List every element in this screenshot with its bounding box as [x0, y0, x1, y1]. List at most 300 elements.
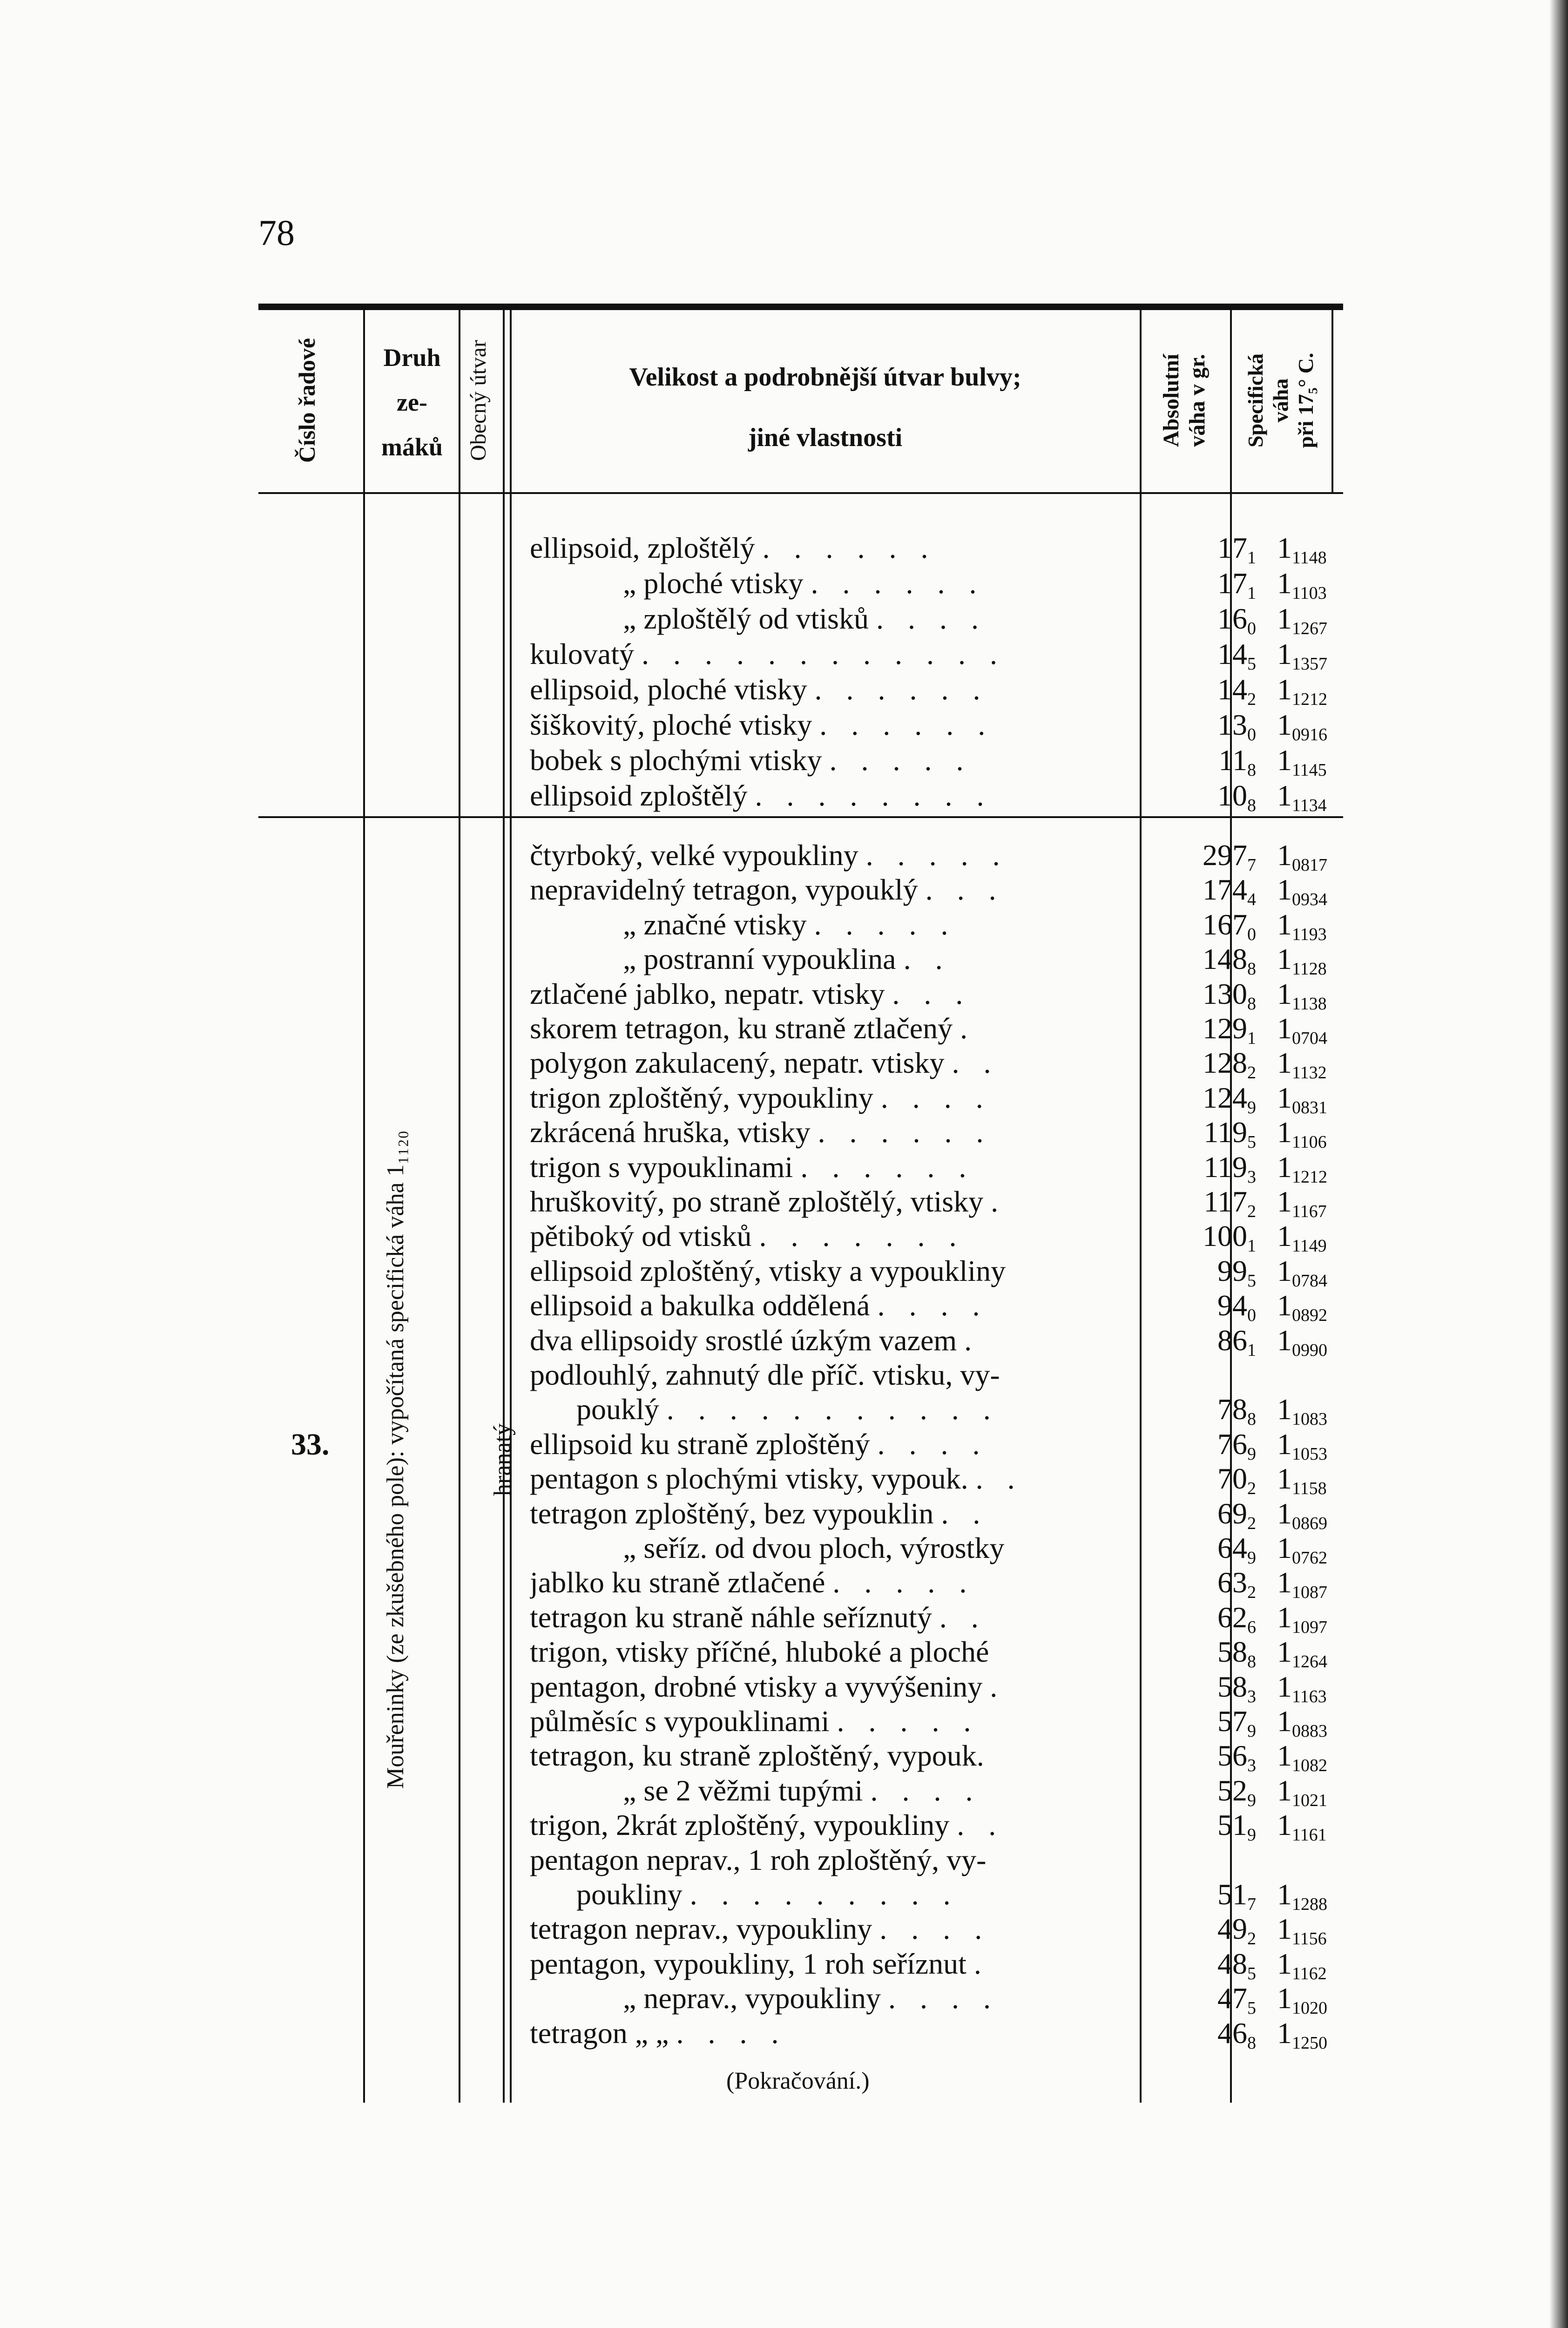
row-spec-weight [1249, 2016, 1417, 2051]
abs-weight-main: 70 [1217, 1462, 1247, 1496]
abs-weight-decimal: 1 [1247, 1029, 1256, 1048]
abs-weight-decimal: 0 [1247, 1306, 1256, 1326]
abs-weight-main: 46 [1217, 2016, 1247, 2050]
row-description [530, 1947, 1130, 1981]
row-spec-weight [1249, 1184, 1417, 1219]
abs-weight-decimal: 5 [1247, 1132, 1256, 1152]
row-abs-weight [1142, 1115, 1256, 1150]
abs-weight-decimal: 9 [1247, 1548, 1256, 1568]
row-abs-weight [1142, 531, 1256, 568]
row-description-text: trigon, 2krát zploštěný, vypoukliny [530, 1808, 950, 1842]
abs-weight-main: 128 [1203, 1046, 1247, 1080]
abs-weight-decimal: 2 [1247, 1929, 1256, 1949]
abs-weight-decimal: 2 [1247, 690, 1256, 709]
spec-weight-main: 1 [1277, 567, 1292, 600]
spec-weight-main: 1 [1277, 602, 1292, 635]
row-description [530, 1392, 1177, 1427]
row-description-text: trigon, vtisky příčné, hluboké a ploché [530, 1635, 989, 1669]
row-spec-weight [1249, 1981, 1417, 2016]
row-description [530, 1704, 1130, 1739]
abs-weight-main: 17 [1217, 567, 1247, 600]
row-abs-weight [1142, 1496, 1256, 1531]
row-leader-dots: . . . . . [832, 1566, 975, 1599]
group-divider-rule [258, 816, 1343, 818]
row-abs-weight [1142, 1773, 1256, 1808]
header-form: Obecný útvar [466, 340, 491, 461]
spec-weight-main: 1 [1277, 1012, 1292, 1045]
spec-weight-main: 1 [1277, 779, 1292, 812]
abs-weight-decimal: 8 [1247, 1409, 1256, 1429]
row-spec-weight [1249, 1704, 1417, 1739]
row-description [530, 1254, 1130, 1288]
row-abs-weight [1142, 672, 1256, 707]
group-form: hranatý [489, 1423, 516, 1496]
spec-weight-decimal: 1163 [1292, 1686, 1327, 1706]
spec-weight-decimal: 1264 [1292, 1652, 1327, 1672]
row-leader-dots: . . [975, 1462, 1023, 1496]
row-description [530, 1565, 1130, 1600]
row-abs-weight [1142, 838, 1256, 873]
col-divider-2 [459, 310, 460, 2103]
abs-weight-main: 76 [1217, 1427, 1247, 1461]
row-description-text: „ ploché vtisky [623, 567, 804, 600]
spec-weight-main: 1 [1277, 673, 1292, 706]
row-description [530, 1219, 1130, 1253]
row-description [530, 1496, 1130, 1531]
row-abs-weight [1142, 1046, 1256, 1083]
abs-weight-decimal: 1 [1247, 1340, 1256, 1360]
row-description-text: ellipsoid zploštěný, vtisky a vypoukliny [530, 1254, 1006, 1287]
abs-weight-decimal: 9 [1247, 1444, 1256, 1464]
spec-weight-decimal: 1145 [1292, 760, 1327, 780]
row-description-text: poukliny [576, 1878, 683, 1911]
abs-weight-main: 86 [1217, 1323, 1247, 1357]
row-description-text: šiškovitý, ploché vtisky [530, 708, 812, 741]
row-description-text: pentagon s plochými vtisky, vypouk. [530, 1462, 968, 1496]
spec-weight-decimal: 1134 [1292, 796, 1327, 815]
abs-weight-main: 174 [1203, 873, 1247, 907]
header-description [512, 347, 1138, 468]
row-spec-weight [1249, 838, 1417, 873]
abs-weight-decimal: 5 [1247, 1271, 1256, 1291]
spec-weight-decimal: 1132 [1292, 1063, 1327, 1083]
header-variety-line1: Druh [383, 344, 441, 372]
row-spec-weight [1249, 602, 1417, 636]
abs-weight-main: 13 [1217, 708, 1247, 741]
row-leader-dots: . . . . [879, 1912, 991, 1946]
spec-weight-decimal: 1083 [1292, 1409, 1327, 1429]
row-spec-weight [1249, 1947, 1417, 1981]
spec-weight-main: 1 [1277, 1289, 1292, 1322]
spec-weight-decimal: 0892 [1292, 1306, 1327, 1326]
row-abs-weight [1142, 2016, 1256, 2051]
row-spec-weight [1249, 1531, 1417, 1568]
row-description [530, 1773, 1223, 1808]
abs-weight-decimal: 6 [1247, 1617, 1256, 1637]
abs-weight-main: 148 [1203, 942, 1247, 976]
spec-weight-decimal: 1149 [1292, 1236, 1327, 1256]
row-abs-weight [1142, 1981, 1256, 2016]
spec-weight-decimal: 1082 [1292, 1756, 1327, 1776]
row-spec-weight [1249, 1046, 1417, 1083]
abs-weight-main: 17 [1217, 531, 1247, 564]
header-description-line1: Velikost a podrobnější útvar bulvy; [629, 363, 1021, 392]
row-spec-weight [1249, 1115, 1417, 1150]
abs-weight-main: 99 [1217, 1254, 1247, 1287]
row-description [530, 1739, 1130, 1773]
abs-weight-main: 130 [1203, 977, 1247, 1010]
row-description [530, 2016, 1130, 2051]
abs-weight-main: 14 [1217, 637, 1247, 670]
row-description [530, 1635, 1130, 1669]
abs-weight-decimal: 8 [1247, 1652, 1256, 1672]
row-spec-weight [1249, 778, 1417, 813]
row-description [530, 1323, 1130, 1358]
abs-weight-decimal: 2 [1247, 1479, 1256, 1499]
abs-weight-decimal: 1 [1247, 1236, 1256, 1256]
row-spec-weight [1249, 566, 1417, 601]
row-description-text: tetragon neprav., vypoukliny [530, 1912, 872, 1946]
row-leader-dots: . . . . . . . . . [689, 1878, 959, 1911]
header-description-line2: jiné vlastnosti [748, 423, 903, 452]
abs-weight-main: 78 [1217, 1393, 1247, 1426]
spec-weight-main: 1 [1277, 839, 1292, 872]
row-description-text: pentagon, drobné vtisky a vyvýšeniny [530, 1670, 983, 1703]
row-leader-dots: . . . . . . [818, 1116, 992, 1149]
spec-weight-main: 1 [1277, 1393, 1292, 1426]
header-abs-weight [1158, 310, 1210, 491]
row-description [530, 1081, 1130, 1115]
abs-weight-decimal: 3 [1247, 1756, 1256, 1776]
spec-weight-main: 1 [1277, 1947, 1292, 1980]
row-description [530, 1912, 1130, 1946]
row-leader-dots: . . . . . [814, 907, 957, 941]
row-leader-dots: . . . . . . [800, 1150, 975, 1184]
row-leader-dots: . . [939, 1600, 987, 1634]
spec-weight-decimal: 1020 [1292, 1998, 1327, 2018]
row-description-text: ellipsoid, zploštělý [530, 531, 755, 564]
spec-weight-main: 1 [1277, 1219, 1292, 1253]
row-spec-weight [1247, 1565, 1417, 1603]
spec-weight-main: 1 [1277, 1254, 1292, 1287]
abs-weight-main: 51 [1217, 1808, 1247, 1842]
header-spec-line3: při 17₅° C. [1294, 352, 1318, 448]
row-description-text: kulovatý [530, 637, 634, 670]
abs-weight-decimal: 2 [1247, 1063, 1256, 1083]
row-leader-dots: . . [941, 1496, 989, 1530]
spec-weight-main: 1 [1277, 1496, 1292, 1530]
row-abs-weight [1142, 1531, 1256, 1568]
row-spec-weight [1249, 708, 1417, 742]
row-description [530, 1011, 1130, 1046]
row-abs-weight [1142, 1323, 1256, 1358]
abs-weight-decimal: 8 [1247, 994, 1256, 1014]
header-spec-line2: váha [1269, 378, 1292, 423]
spec-weight-decimal: 1161 [1292, 1825, 1327, 1845]
row-description [530, 977, 1130, 1011]
row-leader-dots: . . . . . . [762, 531, 937, 564]
row-abs-weight [1142, 1877, 1256, 1912]
row-abs-weight [1142, 1739, 1256, 1776]
spec-weight-decimal: 1212 [1292, 690, 1327, 709]
spec-weight-main: 1 [1277, 1808, 1292, 1842]
spec-weight-decimal: 1053 [1292, 1444, 1327, 1464]
spec-weight-decimal: 1212 [1292, 1167, 1327, 1187]
abs-weight-main: 129 [1203, 1012, 1247, 1045]
continuation-note: (Pokračování.) [726, 2068, 870, 2094]
row-description-text: „ neprav., vypoukliny [623, 1982, 881, 2015]
row-abs-weight [1142, 637, 1256, 674]
row-description [530, 1808, 1130, 1842]
abs-weight-main: 57 [1217, 1705, 1247, 1738]
row-leader-dots: . [964, 1323, 980, 1357]
row-spec-weight [1249, 1808, 1417, 1845]
abs-weight-decimal: 9 [1247, 1721, 1256, 1741]
spec-weight-main: 1 [1277, 1566, 1292, 1599]
row-description-text: pětiboký od vtisků [530, 1219, 752, 1253]
col-divider-3b [510, 310, 512, 2103]
row-spec-weight [1249, 1323, 1417, 1358]
spec-weight-decimal: 1097 [1292, 1617, 1327, 1637]
abs-weight-main: 14 [1217, 673, 1247, 706]
spec-weight-main: 1 [1277, 1773, 1292, 1807]
row-description-text: jablko ku straně ztlačené [530, 1566, 825, 1599]
spec-weight-decimal: 1357 [1292, 654, 1327, 674]
row-spec-weight [1249, 942, 1417, 979]
row-description [530, 1427, 1130, 1462]
header-variety [365, 335, 459, 469]
spec-weight-main: 1 [1277, 1739, 1292, 1773]
row-description-text: polygon zakulacený, nepatr. vtisky [530, 1046, 945, 1080]
row-leader-dots: . . . . [870, 1773, 981, 1807]
row-leader-dots: . . . . . . [814, 673, 989, 706]
row-description-text: „ postranní vypouklina [623, 942, 896, 976]
row-description [530, 1150, 1130, 1184]
spec-weight-decimal: 1148 [1292, 548, 1327, 568]
spec-weight-main: 1 [1277, 1531, 1292, 1564]
row-description-text: nepravidelný tetragon, vypouklý [530, 873, 918, 907]
row-description-text: bobek s plochými vtisky [530, 744, 822, 777]
row-leader-dots: . . . . . [837, 1705, 980, 1738]
row-description [530, 1046, 1130, 1080]
row-leader-dots: . [973, 1947, 990, 1980]
spec-weight-decimal: 1156 [1292, 1929, 1327, 1949]
row-abs-weight [1142, 1600, 1256, 1635]
spec-weight-main: 1 [1277, 1705, 1292, 1738]
abs-weight-main: 51 [1217, 1878, 1247, 1911]
row-description-text: pentagon, vypoukliny, 1 roh seříznut [530, 1947, 966, 1980]
row-description [530, 1358, 1130, 1392]
row-leader-dots: . . . . [880, 1081, 992, 1114]
row-description-text: tetragon, ku straně zploštěný, vypouk. [530, 1739, 984, 1773]
row-spec-weight [1247, 873, 1417, 910]
abs-weight-decimal: 4 [1247, 890, 1256, 910]
abs-weight-main: 297 [1203, 839, 1247, 872]
spec-weight-decimal: 1288 [1292, 1895, 1327, 1914]
row-spec-weight [1247, 1739, 1417, 1776]
spec-weight-decimal: 0831 [1292, 1097, 1327, 1117]
row-abs-weight [1142, 778, 1256, 813]
abs-weight-decimal: 0 [1247, 924, 1256, 944]
row-abs-weight [1142, 1184, 1256, 1219]
row-description [530, 637, 1130, 671]
row-description-text: „ zploštělý od vtisků [623, 602, 869, 635]
header-spec-weight [1243, 310, 1318, 491]
abs-weight-decimal: 8 [1247, 959, 1256, 979]
group-number: 33. [291, 1428, 330, 1462]
header-variety-line2: ze- [397, 388, 427, 416]
spec-weight-main: 1 [1277, 637, 1292, 670]
abs-weight-main: 62 [1217, 1600, 1247, 1634]
abs-weight-main: 52 [1217, 1773, 1247, 1807]
row-description-text: půlměsíc s vypouklinami [530, 1705, 830, 1738]
spec-weight-main: 1 [1277, 1982, 1292, 2015]
row-description-text: zkrácená hruška, vtisky [530, 1116, 811, 1149]
row-spec-weight [1249, 977, 1417, 1014]
row-leader-dots: . . . . . [865, 839, 1008, 872]
col-divider-3a [503, 310, 505, 2103]
row-leader-dots: . . . . [877, 1289, 988, 1322]
row-spec-weight [1249, 1150, 1417, 1187]
row-abs-weight [1142, 907, 1256, 942]
abs-weight-decimal: 2 [1247, 1202, 1256, 1221]
abs-weight-main: 69 [1217, 1496, 1247, 1530]
row-abs-weight [1142, 708, 1256, 742]
row-description-text: pouklý [576, 1393, 659, 1426]
abs-weight-main: 124 [1203, 1081, 1247, 1114]
spec-weight-decimal: 1162 [1292, 1963, 1327, 1983]
row-abs-weight [1142, 1947, 1256, 1981]
row-abs-weight [1142, 1150, 1256, 1187]
row-abs-weight [1142, 602, 1256, 636]
spec-weight-main: 1 [1277, 1081, 1292, 1114]
row-description-text: ztlačené jablko, nepatr. vtisky [530, 977, 885, 1010]
page-edge-shadow [1549, 0, 1568, 2328]
row-leader-dots: . . . . [676, 2016, 787, 2050]
row-leader-dots: . . . . . . . . [755, 779, 993, 812]
row-spec-weight [1249, 907, 1417, 942]
row-abs-weight [1142, 942, 1256, 979]
abs-weight-main: 58 [1217, 1670, 1247, 1703]
row-abs-weight [1142, 1635, 1256, 1672]
spec-weight-main: 1 [1277, 1046, 1292, 1080]
row-description [530, 1670, 1130, 1704]
row-spec-weight [1249, 1670, 1417, 1704]
row-spec-weight [1249, 1773, 1417, 1808]
abs-weight-decimal: 3 [1247, 1686, 1256, 1706]
row-leader-dots: . [960, 1012, 976, 1045]
row-abs-weight [1142, 1462, 1256, 1499]
row-description [530, 907, 1223, 942]
row-description-text: „ se 2 věžmi tupými [623, 1773, 863, 1807]
abs-weight-main: 47 [1217, 1982, 1247, 2015]
row-description-text: tetragon zploštěný, bez vypouklin [530, 1496, 934, 1530]
row-description [530, 672, 1130, 707]
row-leader-dots: . . . [892, 977, 972, 1010]
row-leader-dots: . . . . [876, 602, 987, 635]
spec-weight-main: 1 [1277, 1635, 1292, 1669]
row-description [530, 743, 1130, 778]
spec-weight-main: 1 [1277, 1878, 1292, 1911]
row-description [530, 1981, 1223, 2016]
row-spec-weight [1249, 672, 1417, 707]
row-leader-dots: . . . . . [829, 744, 972, 777]
abs-weight-main: 49 [1217, 1912, 1247, 1946]
abs-weight-main: 119 [1203, 1116, 1247, 1149]
row-abs-weight [1142, 743, 1256, 778]
row-description-text: pentagon neprav., 1 roh zploštěný, vy- [530, 1843, 987, 1876]
spec-weight-main: 1 [1277, 1462, 1292, 1496]
abs-weight-decimal: 2 [1247, 1513, 1256, 1533]
abs-weight-main: 16 [1217, 602, 1247, 635]
row-leader-dots: . . . . [888, 1982, 999, 2015]
header-abs-weight-line1: Absolutní [1159, 353, 1183, 447]
row-description [530, 708, 1130, 742]
spec-weight-decimal: 1103 [1292, 583, 1327, 603]
abs-weight-decimal: 7 [1247, 855, 1256, 875]
row-spec-weight [1249, 1600, 1417, 1635]
spec-weight-main: 1 [1277, 977, 1292, 1010]
row-abs-weight [1142, 1704, 1256, 1739]
row-leader-dots: . . [952, 1046, 1000, 1080]
abs-weight-decimal: 5 [1247, 1963, 1256, 1983]
row-leader-dots: . [990, 1670, 1006, 1703]
spec-weight-decimal: 1128 [1292, 959, 1327, 979]
row-leader-dots: . . . . . . . . . . . [666, 1393, 999, 1426]
row-abs-weight [1142, 1219, 1256, 1256]
row-description-text: „ seříz. od dvou ploch, výrostky [623, 1531, 1005, 1564]
group-note: Mouřeninky (ze zkušebného pole): vypočítaná specifická váha 1₁₁₂₀ [382, 1130, 409, 1789]
row-description-text: skorem tetragon, ku straně ztlačený [530, 1012, 953, 1045]
row-abs-weight [1142, 1670, 1256, 1704]
row-leader-dots: . . . . . . . . . . . . [641, 637, 1006, 670]
row-description-text: trigon s vypouklinami [530, 1150, 793, 1184]
row-description-text: ellipsoid a bakulka oddělená [530, 1289, 870, 1322]
spec-weight-main: 1 [1277, 873, 1292, 907]
row-description [530, 1462, 1130, 1496]
row-description-text: „ značné vtisky [623, 907, 807, 941]
spec-weight-main: 1 [1277, 708, 1292, 741]
spec-weight-decimal: 0784 [1292, 1271, 1327, 1291]
abs-weight-decimal: 9 [1247, 1790, 1256, 1810]
row-description [530, 1115, 1130, 1150]
row-description-text: hruškovitý, po straně zploštělý, vtisky [530, 1185, 984, 1218]
row-description-text: tetragon ku straně náhle seříznutý [530, 1600, 932, 1634]
row-spec-weight [1249, 1635, 1417, 1672]
abs-weight-decimal: 2 [1247, 1583, 1256, 1603]
spec-weight-main: 1 [1277, 1600, 1292, 1634]
row-spec-weight [1249, 1877, 1417, 1912]
abs-weight-decimal: 8 [1247, 760, 1256, 780]
spec-weight-decimal: 1267 [1292, 619, 1327, 638]
abs-weight-main: 100 [1203, 1219, 1247, 1253]
row-spec-weight [1247, 1462, 1417, 1499]
spec-weight-decimal: 0762 [1292, 1548, 1327, 1568]
spec-weight-decimal: 0869 [1292, 1513, 1327, 1533]
abs-weight-main: 167 [1203, 907, 1247, 941]
row-leader-dots: . . . . [877, 1427, 988, 1461]
row-spec-weight [1249, 1912, 1417, 1949]
abs-weight-main: 56 [1217, 1739, 1247, 1773]
row-spec-weight [1249, 1254, 1417, 1291]
abs-weight-decimal: 9 [1247, 1097, 1256, 1117]
row-abs-weight [1142, 873, 1256, 910]
spec-weight-main: 1 [1277, 744, 1292, 777]
spec-weight-decimal: 1138 [1292, 994, 1327, 1014]
spec-weight-decimal: 1167 [1292, 1202, 1327, 1221]
row-description-text: podlouhlý, zahnutý dle příč. vtisku, vy- [530, 1358, 1000, 1391]
row-description [530, 942, 1223, 976]
